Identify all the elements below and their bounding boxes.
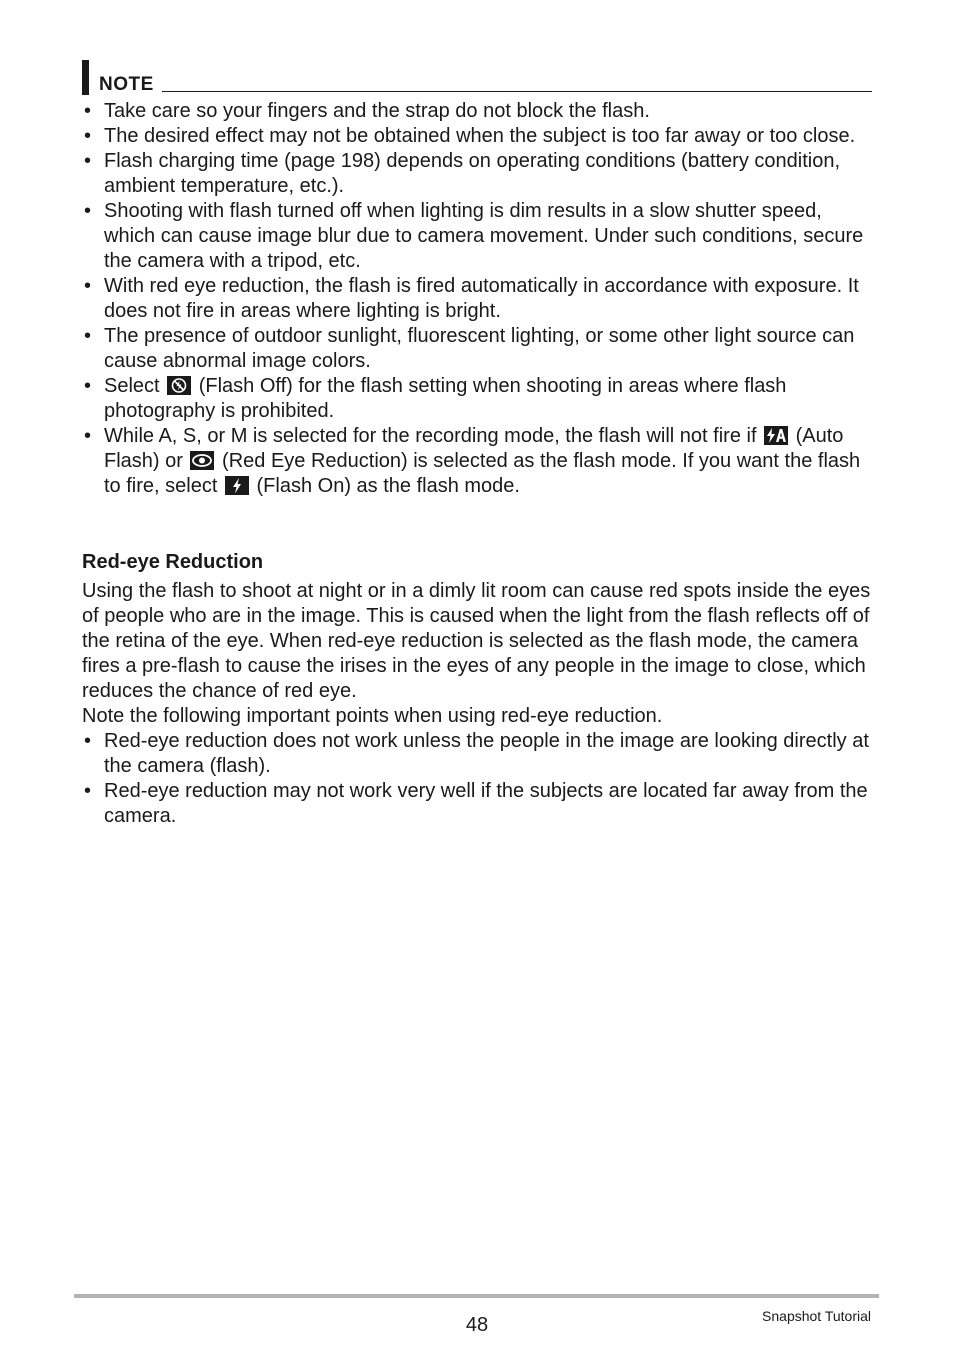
redeye-bullet-list — [82, 729, 872, 829]
note-bullet: • Flash charging time (page 198) depends on operating conditions (battery condition, ambient temperature, etc.). — [82, 149, 872, 199]
note-bullet: • The presence of outdoor sunlight, fluorescent lighting, or some other light source can cause abnormal image colors. — [82, 324, 872, 374]
note-header — [82, 60, 872, 96]
bullet-text: (Auto Flash) or — [104, 425, 844, 472]
bullet-text: While A, S, or M is selected for the recording mode, the flash will not fire if — [104, 425, 757, 447]
body-paragraph: Note the following important points when using red-eye reduction. — [82, 705, 663, 727]
note-bullet-flash-off — [82, 374, 872, 424]
note-bullet-list — [82, 99, 872, 499]
bullet-text: (Flash Off) for the flash setting when shooting in areas where flash photography is prohibited. — [104, 375, 787, 422]
section-title: Red-eye Reduction — [82, 551, 264, 573]
bullet-text: Select — [104, 375, 160, 397]
bullet-text: (Red Eye Reduction) is selected as the flash mode. If you want the flash to fire, select — [104, 450, 861, 497]
redeye-bullet: • Red-eye reduction does not work unless the people in the image are looking directly at the camera (flash). — [82, 729, 872, 779]
note-label: NOTE — [99, 74, 154, 95]
body-paragraph: Using the flash to shoot at night or in a dimly lit room can cause red spots inside the eyes of people who are in the image. This is caused when the light from the flash reflects off of the retina of the eye. When red-eye reduction is selected as the flash mode, the camera fires a pre-flash to cause the irises in the eyes of any people in the image to close, which reduces the chance of red eye. — [82, 580, 871, 702]
note-bar — [82, 60, 89, 95]
note-bullet: • The desired effect may not be obtained when the subject is too far away or too close. — [82, 124, 872, 149]
auto-flash-icon — [764, 426, 788, 445]
note-rule — [162, 91, 872, 92]
note-bullet: • Shooting with flash turned off when lighting is dim results in a slow shutter speed, which can cause image blur due to camera movement. Under such conditions, secure the camera with a tripod, etc. — [82, 199, 872, 274]
flash-on-icon — [225, 476, 249, 495]
footer-section-label: Snapshot Tutorial — [762, 1308, 871, 1324]
page-number: 48 — [465, 1314, 489, 1336]
note-bullet: • With red eye reduction, the flash is fired automatically in accordance with exposure. It does not fire in areas where lighting is bright. — [82, 274, 872, 324]
note-bullet: • Take care so your fingers and the strap do not block the flash. — [82, 99, 872, 124]
redeye-bullet: • Red-eye reduction may not work very well if the subjects are located far away from the camera. — [82, 779, 872, 829]
flash-off-icon — [167, 376, 191, 395]
bullet-text: (Flash On) as the flash mode. — [256, 475, 520, 497]
red-eye-reduction-icon — [190, 451, 214, 470]
footer-rule — [74, 1294, 879, 1298]
note-bullet-flash-modes — [82, 424, 872, 499]
